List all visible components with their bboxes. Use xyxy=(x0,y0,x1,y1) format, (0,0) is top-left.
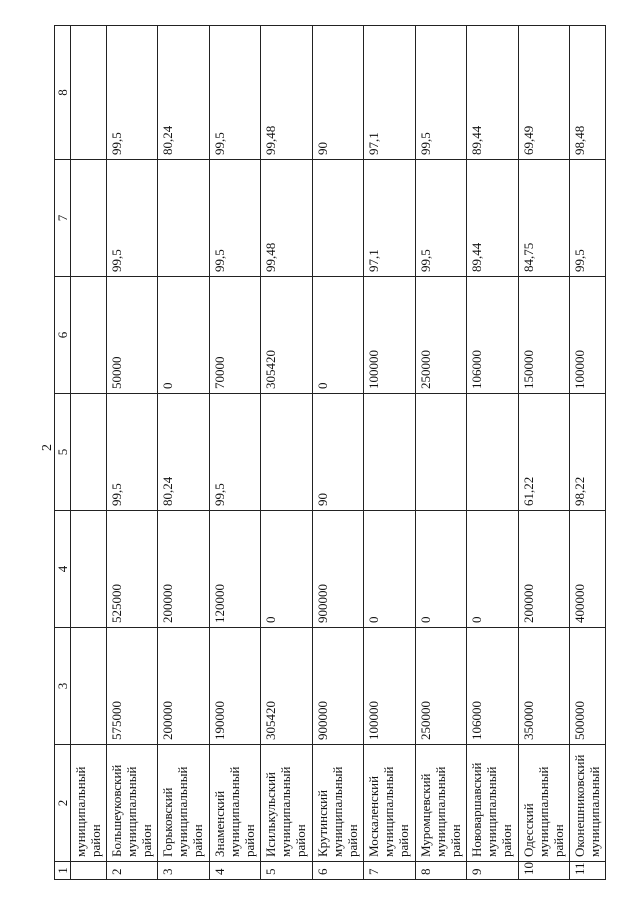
value-cell: 97,1 xyxy=(364,26,415,160)
value-cell: 80,24 xyxy=(158,394,209,511)
value-cell xyxy=(415,394,466,511)
table-row xyxy=(518,26,569,880)
value-cell xyxy=(71,628,107,745)
value-cell xyxy=(71,394,107,511)
header-row xyxy=(55,26,71,880)
table-row xyxy=(158,26,209,880)
value-cell: 99,5 xyxy=(209,26,260,160)
value-cell: 69,49 xyxy=(518,26,569,160)
table-row xyxy=(312,26,363,880)
table-row xyxy=(467,26,518,880)
table-row xyxy=(261,26,312,880)
row-number-cell: 11 xyxy=(569,862,605,880)
value-cell xyxy=(71,511,107,628)
value-cell: 525000 xyxy=(107,511,158,628)
district-name-cell: Муромцевский муниципальный район xyxy=(415,745,466,862)
page-number: 2 xyxy=(40,444,55,451)
value-cell xyxy=(467,394,518,511)
value-cell: 80,24 xyxy=(158,26,209,160)
value-cell: 99,48 xyxy=(261,26,312,160)
table-row xyxy=(107,26,158,880)
value-cell: 99,5 xyxy=(415,160,466,277)
value-cell: 200000 xyxy=(158,511,209,628)
district-name-cell: Большеуковский муниципальный район xyxy=(107,745,158,862)
district-name-cell: Крутинский муниципальный район xyxy=(312,745,363,862)
value-cell: 50000 xyxy=(107,277,158,394)
row-number-cell: 4 xyxy=(209,862,260,880)
row-number-cell xyxy=(71,862,107,880)
value-cell: 100000 xyxy=(364,277,415,394)
value-cell: 575000 xyxy=(107,628,158,745)
value-cell: 99,5 xyxy=(107,160,158,277)
value-cell: 0 xyxy=(261,511,312,628)
value-cell: 900000 xyxy=(312,628,363,745)
value-cell: 90 xyxy=(312,26,363,160)
row-number-cell: 2 xyxy=(107,862,158,880)
value-cell: 90 xyxy=(312,394,363,511)
district-name-cell: Нововаршавский муниципальный район xyxy=(467,745,518,862)
value-cell: 350000 xyxy=(518,628,569,745)
value-cell: 190000 xyxy=(209,628,260,745)
row-number-cell: 6 xyxy=(312,862,363,880)
value-cell: 70000 xyxy=(209,277,260,394)
row-number-cell: 9 xyxy=(467,862,518,880)
value-cell: 106000 xyxy=(467,628,518,745)
value-cell: 99,5 xyxy=(107,26,158,160)
value-cell: 0 xyxy=(158,277,209,394)
value-cell: 89,44 xyxy=(467,26,518,160)
table-row xyxy=(415,26,466,880)
value-cell: 99,5 xyxy=(209,394,260,511)
value-cell: 99,5 xyxy=(107,394,158,511)
value-cell: 250000 xyxy=(415,628,466,745)
value-cell: 0 xyxy=(312,277,363,394)
value-cell xyxy=(71,160,107,277)
row-number-cell: 8 xyxy=(415,862,466,880)
data-table xyxy=(54,25,606,880)
value-cell: 200000 xyxy=(158,628,209,745)
column-number-3: 3 xyxy=(55,628,71,745)
rotated-table-container xyxy=(54,26,606,880)
column-number-8: 8 xyxy=(55,26,71,160)
value-cell xyxy=(312,160,363,277)
value-cell: 99,5 xyxy=(569,160,605,277)
value-cell: 97,1 xyxy=(364,160,415,277)
value-cell: 0 xyxy=(364,511,415,628)
value-cell xyxy=(364,394,415,511)
column-number-4: 4 xyxy=(55,511,71,628)
value-cell: 400000 xyxy=(569,511,605,628)
table-row xyxy=(569,26,605,880)
value-cell xyxy=(158,160,209,277)
value-cell xyxy=(71,26,107,160)
value-cell: 500000 xyxy=(569,628,605,745)
value-cell: 0 xyxy=(467,511,518,628)
column-number-7: 7 xyxy=(55,160,71,277)
value-cell: 900000 xyxy=(312,511,363,628)
value-cell xyxy=(71,277,107,394)
value-cell: 99,5 xyxy=(209,160,260,277)
district-name-cell: Знаменский муниципальный район xyxy=(209,745,260,862)
value-cell: 98,48 xyxy=(569,26,605,160)
district-name-cell: Москаленский муниципальный район xyxy=(364,745,415,862)
value-cell: 200000 xyxy=(518,511,569,628)
column-number-2: 2 xyxy=(55,745,71,862)
column-number-5: 5 xyxy=(55,394,71,511)
district-name-cell: Оконешниковский муниципальный xyxy=(569,745,605,862)
row-number-cell: 7 xyxy=(364,862,415,880)
value-cell: 305420 xyxy=(261,628,312,745)
row-number-cell: 10 xyxy=(518,862,569,880)
value-cell: 0 xyxy=(415,511,466,628)
value-cell: 84,75 xyxy=(518,160,569,277)
value-cell: 305420 xyxy=(261,277,312,394)
column-number-6: 6 xyxy=(55,277,71,394)
table-row xyxy=(71,26,107,880)
row-number-cell: 3 xyxy=(158,862,209,880)
value-cell: 250000 xyxy=(415,277,466,394)
district-name-cell: Горьковский муниципальный район xyxy=(158,745,209,862)
value-cell: 106000 xyxy=(467,277,518,394)
table-row xyxy=(209,26,260,880)
value-cell xyxy=(261,394,312,511)
value-cell: 89,44 xyxy=(467,160,518,277)
value-cell: 100000 xyxy=(364,628,415,745)
value-cell: 61,22 xyxy=(518,394,569,511)
value-cell: 120000 xyxy=(209,511,260,628)
value-cell: 150000 xyxy=(518,277,569,394)
value-cell: 99,48 xyxy=(261,160,312,277)
district-name-cell: Исилькульский муниципальный район xyxy=(261,745,312,862)
row-number-cell: 5 xyxy=(261,862,312,880)
district-name-cell: Одесский муниципальный район xyxy=(518,745,569,862)
value-cell: 100000 xyxy=(569,277,605,394)
district-name-cell: муниципальный район xyxy=(71,745,107,862)
value-cell: 98,22 xyxy=(569,394,605,511)
column-number-1: 1 xyxy=(55,862,71,880)
value-cell: 99,5 xyxy=(415,26,466,160)
table-row xyxy=(364,26,415,880)
